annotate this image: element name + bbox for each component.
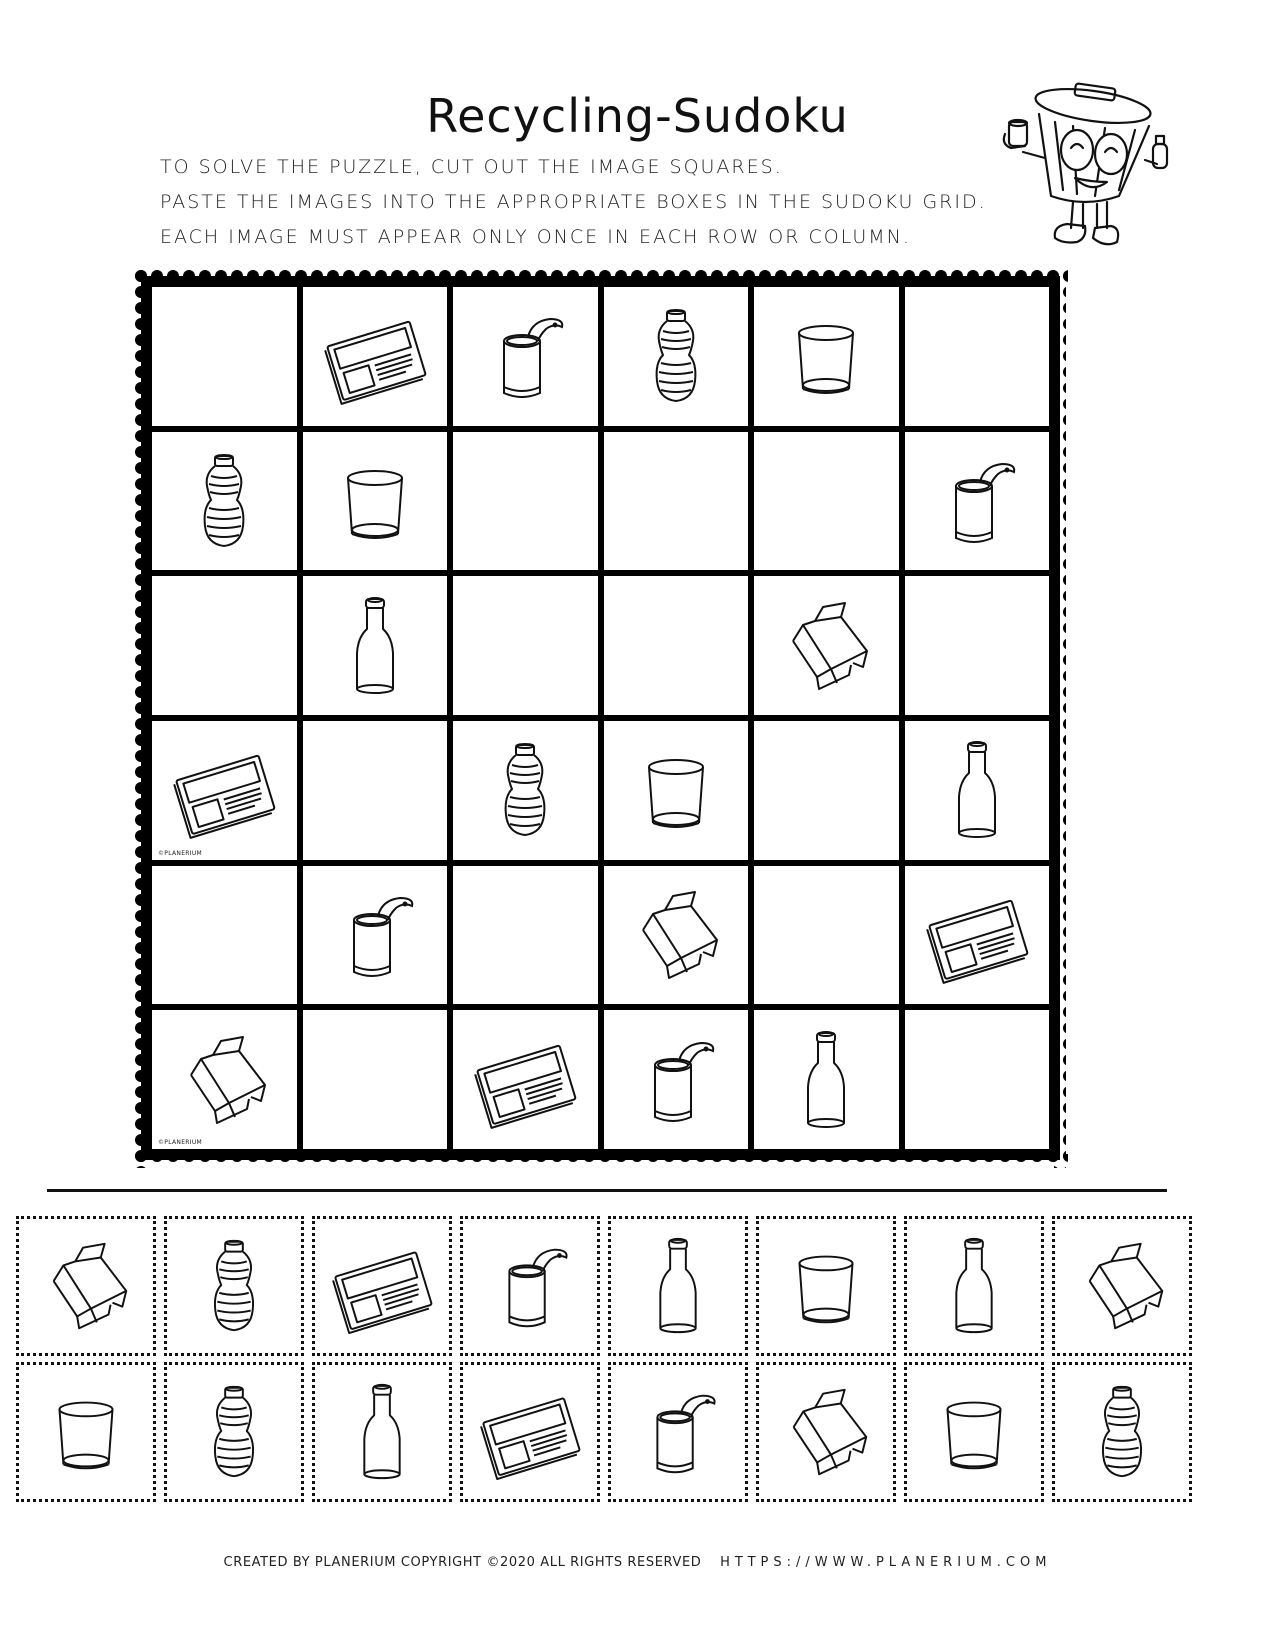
cutout-tile[interactable] xyxy=(904,1362,1044,1502)
cutout-tile[interactable] xyxy=(460,1216,600,1356)
newspaper-icon xyxy=(169,735,279,845)
cutout-tile[interactable] xyxy=(904,1216,1044,1356)
grid-cell-filled xyxy=(754,287,899,426)
cutout-tile[interactable] xyxy=(1052,1362,1192,1502)
grid-cell-filled xyxy=(303,866,448,1005)
tin-can-icon xyxy=(922,446,1032,556)
grid-cell-filled xyxy=(152,1010,297,1149)
footer-url[interactable]: HTTPS://WWW.PLANERIUM.COM xyxy=(720,1555,1052,1570)
grid-cell-filled xyxy=(453,287,598,426)
watermark: ©PLANERIUM xyxy=(158,849,202,857)
cutout-tiles xyxy=(16,1216,1196,1502)
glass-cup-icon xyxy=(320,446,430,556)
cutout-tile[interactable] xyxy=(608,1362,748,1502)
cardboard-box-icon xyxy=(771,591,881,701)
grid-cell-filled xyxy=(754,576,899,715)
cardboard-box-icon xyxy=(621,880,731,990)
cardboard-box-icon xyxy=(772,1378,880,1486)
grid-cell-empty[interactable] xyxy=(754,866,899,1005)
glass-cup-icon xyxy=(771,301,881,411)
sudoku-frame xyxy=(133,268,1068,1168)
cardboard-box-icon xyxy=(1068,1232,1176,1340)
cutout-tile[interactable] xyxy=(756,1362,896,1502)
plastic-bottle-icon xyxy=(470,735,580,845)
cardboard-box-icon xyxy=(32,1232,140,1340)
plastic-bottle-icon xyxy=(621,301,731,411)
newspaper-icon xyxy=(328,1232,436,1340)
smiling-trash-can-mascot-icon xyxy=(995,78,1170,258)
grid-cell-empty[interactable] xyxy=(152,576,297,715)
tin-can-icon xyxy=(320,880,430,990)
grid-cell-filled xyxy=(604,866,749,1005)
instruction-line: PASTE THE IMAGES INTO THE APPROPRIATE BOXES IN THE SUDOKU GRID. xyxy=(160,191,987,213)
watermark: ©PLANERIUM xyxy=(158,1139,202,1146)
grid-cell-empty[interactable] xyxy=(303,1010,448,1149)
plastic-bottle-icon xyxy=(180,1232,288,1340)
tin-can-icon xyxy=(624,1378,732,1486)
glass-bottle-icon xyxy=(771,1025,881,1135)
glass-cup-icon xyxy=(772,1232,880,1340)
cutout-tile[interactable] xyxy=(312,1362,452,1502)
grid-cell-empty[interactable] xyxy=(754,432,899,571)
grid-cell-empty[interactable] xyxy=(303,721,448,860)
glass-bottle-icon xyxy=(320,591,430,701)
cutout-tile[interactable] xyxy=(164,1362,304,1502)
grid-cell-filled xyxy=(303,287,448,426)
grid-cell-filled xyxy=(453,721,598,860)
cutout-tile[interactable] xyxy=(608,1216,748,1356)
cardboard-box-icon xyxy=(169,1025,279,1135)
grid-cell-filled xyxy=(905,866,1050,1005)
tin-can-icon xyxy=(621,1025,731,1135)
glass-bottle-icon xyxy=(920,1232,1028,1340)
grid-cell-empty[interactable] xyxy=(453,576,598,715)
instruction-line: EACH IMAGE MUST APPEAR ONLY ONCE IN EACH ROW OR COLUMN. xyxy=(160,226,911,248)
tin-can-icon xyxy=(476,1232,584,1340)
grid-cell-filled xyxy=(453,1010,598,1149)
cutout-tile[interactable] xyxy=(756,1216,896,1356)
cutout-tile[interactable] xyxy=(16,1362,156,1502)
grid-cell-empty[interactable] xyxy=(604,576,749,715)
grid-cell-empty[interactable] xyxy=(905,576,1050,715)
grid-cell-empty[interactable] xyxy=(453,432,598,571)
cutout-tile[interactable] xyxy=(312,1216,452,1356)
grid-cell-filled xyxy=(905,721,1050,860)
grid-cell-filled xyxy=(754,1010,899,1149)
grid-cell-filled xyxy=(604,287,749,426)
plastic-bottle-icon xyxy=(1068,1378,1176,1486)
footer xyxy=(0,1555,1275,1570)
newspaper-icon xyxy=(470,1025,580,1135)
glass-cup-icon xyxy=(32,1378,140,1486)
cutout-tile[interactable] xyxy=(164,1216,304,1356)
grid-cell-filled xyxy=(905,432,1050,571)
glass-cup-icon xyxy=(621,735,731,845)
grid-cell-filled xyxy=(604,721,749,860)
glass-cup-icon xyxy=(920,1378,1028,1486)
instruction-line: TO SOLVE THE PUZZLE, CUT OUT THE IMAGE SQUARES. xyxy=(160,156,783,178)
glass-bottle-icon xyxy=(922,735,1032,845)
newspaper-icon xyxy=(320,301,430,411)
cutout-tile[interactable] xyxy=(1052,1216,1192,1356)
page-title: Recycling-Sudoku xyxy=(426,88,849,143)
grid-cell-empty[interactable] xyxy=(905,1010,1050,1149)
newspaper-icon xyxy=(922,880,1032,990)
cutout-tile[interactable] xyxy=(460,1362,600,1502)
newspaper-icon xyxy=(476,1378,584,1486)
grid-cell-empty[interactable] xyxy=(604,432,749,571)
plastic-bottle-icon xyxy=(169,446,279,556)
footer-credit: CREATED BY PLANERIUM COPYRIGHT ©2020 ALL RIGHTS RESERVED xyxy=(223,1555,702,1570)
grid-cell-filled xyxy=(152,432,297,571)
sudoku-grid xyxy=(146,281,1055,1155)
plastic-bottle-icon xyxy=(180,1378,288,1486)
glass-bottle-icon xyxy=(624,1232,732,1340)
cut-divider-line xyxy=(47,1189,1167,1192)
grid-cell-empty[interactable] xyxy=(152,287,297,426)
grid-cell-filled xyxy=(303,576,448,715)
grid-cell-filled xyxy=(604,1010,749,1149)
instructions xyxy=(160,150,987,255)
grid-cell-empty[interactable] xyxy=(754,721,899,860)
grid-cell-empty[interactable] xyxy=(905,287,1050,426)
grid-cell-empty[interactable] xyxy=(152,866,297,1005)
cutout-tile[interactable] xyxy=(16,1216,156,1356)
glass-bottle-icon xyxy=(328,1378,436,1486)
tin-can-icon xyxy=(470,301,580,411)
grid-cell-filled xyxy=(152,721,297,860)
grid-cell-filled xyxy=(303,432,448,571)
grid-cell-empty[interactable] xyxy=(453,866,598,1005)
